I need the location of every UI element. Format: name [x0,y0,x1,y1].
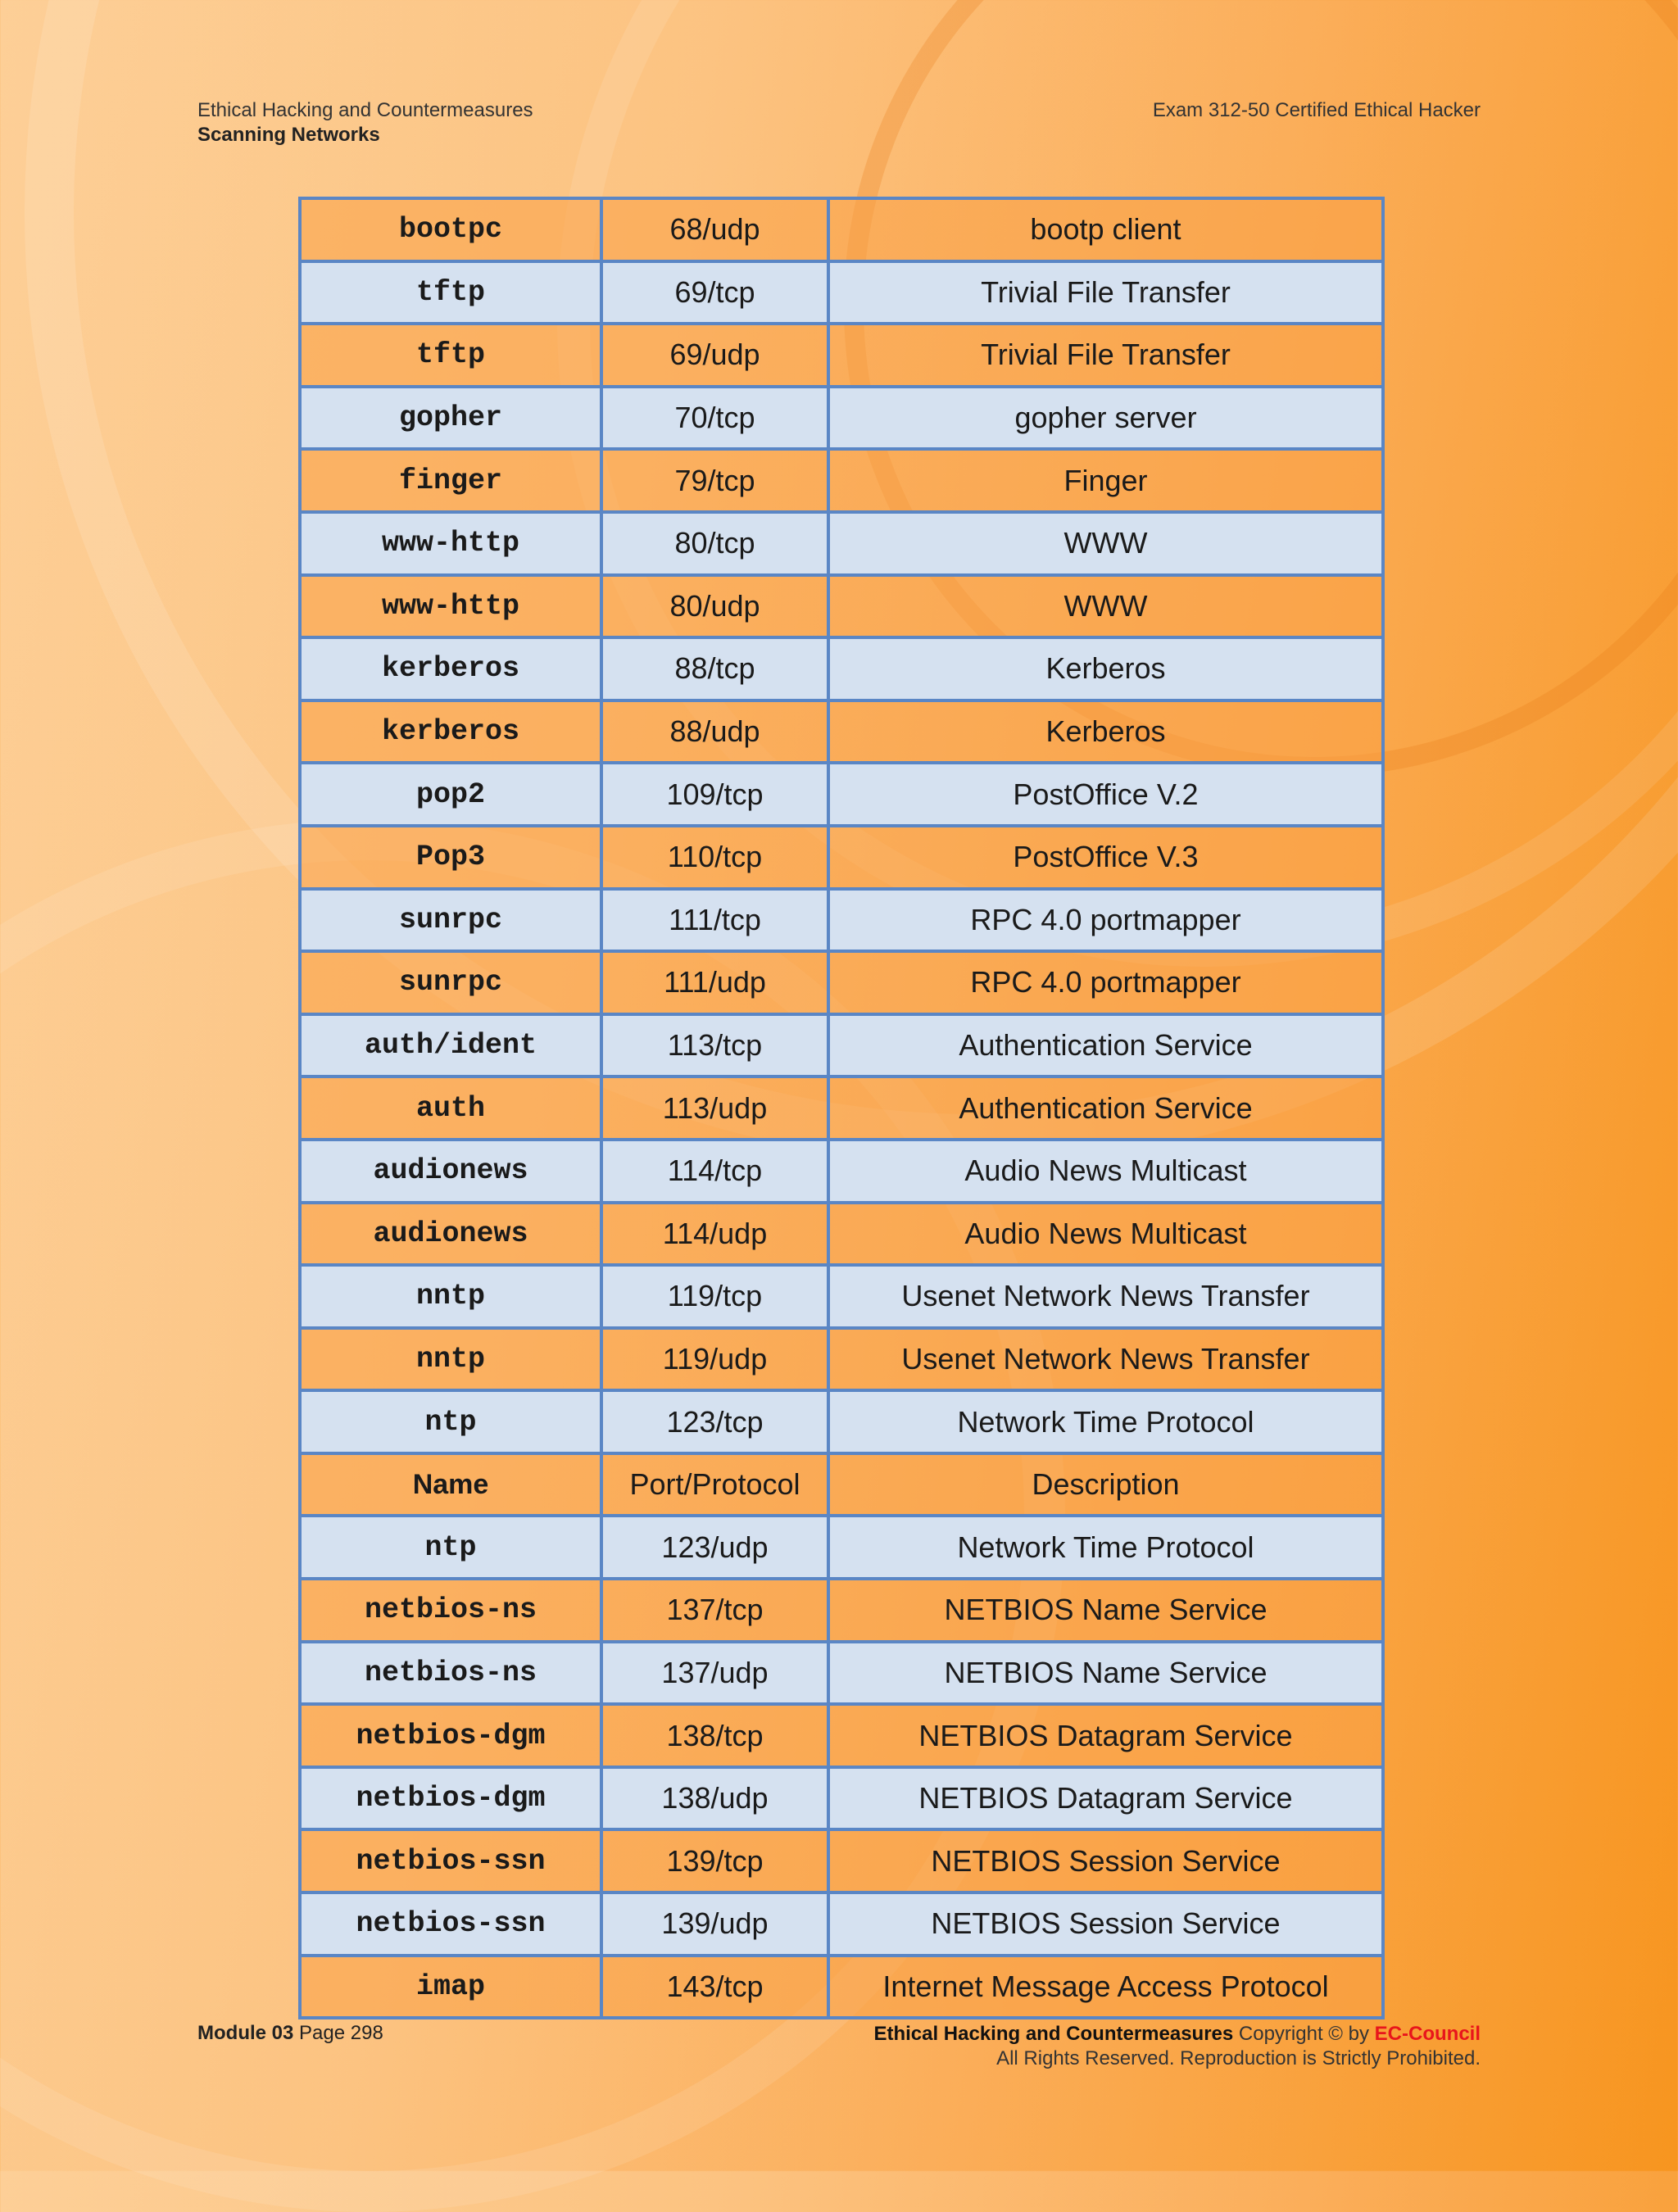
service-name-cell: tftp [300,261,601,324]
table-row [300,1014,1383,1077]
service-name-cell: bootpc [300,198,601,261]
port-protocol-cell: 109/tcp [601,763,828,826]
table-row [300,1077,1383,1140]
port-protocol-cell: 119/udp [601,1328,828,1391]
description-cell: WWW [828,575,1383,638]
page-footer-left [197,2022,383,2045]
description-cell: bootp client [828,198,1383,261]
port-protocol-cell: 137/tcp [601,1579,828,1642]
description-cell: Description [828,1453,1383,1516]
description-cell: RPC 4.0 portmapper [828,951,1383,1014]
port-protocol-cell: 80/udp [601,575,828,638]
table-row [300,889,1383,952]
service-name-cell: www-http [300,512,601,575]
port-protocol-cell: 68/udp [601,198,828,261]
port-protocol-cell: 70/tcp [601,387,828,450]
port-protocol-cell: 110/tcp [601,826,828,889]
port-protocol-cell: 111/udp [601,951,828,1014]
service-name-cell: auth/ident [300,1014,601,1077]
port-protocol-cell: 123/tcp [601,1390,828,1453]
service-name-cell: pop2 [300,763,601,826]
rights-text: All Rights Reserved. Reproduction is Strictly Prohibited. [996,2047,1481,2069]
description-cell: Authentication Service [828,1014,1383,1077]
port-table [298,197,1385,2019]
description-cell: Kerberos [828,637,1383,700]
service-name-cell: netbios-dgm [300,1704,601,1767]
table-row [300,700,1383,764]
table-row [300,951,1383,1014]
service-name-cell: auth [300,1077,601,1140]
service-name-cell: Name [300,1453,601,1516]
port-protocol-cell: 79/tcp [601,449,828,512]
table-row [300,512,1383,575]
table-row [300,1516,1383,1579]
service-name-cell: netbios-dgm [300,1767,601,1830]
description-cell: NETBIOS Session Service [828,1892,1383,1956]
port-protocol-cell: 139/udp [601,1892,828,1956]
port-protocol-cell: 69/tcp [601,261,828,324]
service-name-cell: netbios-ns [300,1579,601,1642]
table-row [300,324,1383,387]
table-row [300,1390,1383,1453]
footer-course: Ethical Hacking and Countermeasures [873,2023,1234,2045]
table-row [300,763,1383,826]
description-cell: NETBIOS Datagram Service [828,1767,1383,1830]
service-name-cell: kerberos [300,637,601,700]
service-name-cell: netbios-ssn [300,1829,601,1892]
table-row [300,1642,1383,1705]
port-protocol-cell: 88/tcp [601,637,828,700]
port-protocol-cell: 138/udp [601,1767,828,1830]
service-name-cell: imap [300,1956,601,2019]
description-cell: PostOffice V.3 [828,826,1383,889]
description-cell: RPC 4.0 portmapper [828,889,1383,952]
port-protocol-cell: 139/tcp [601,1829,828,1892]
table-row [300,1203,1383,1266]
port-protocol-cell: 119/tcp [601,1265,828,1328]
port-protocol-cell: 114/tcp [601,1140,828,1203]
table-row [300,1328,1383,1391]
description-cell: NETBIOS Name Service [828,1579,1383,1642]
service-name-cell: ntp [300,1390,601,1453]
description-cell: gopher server [828,387,1383,450]
service-name-cell: gopher [300,387,601,450]
description-cell: Audio News Multicast [828,1203,1383,1266]
description-cell: Trivial File Transfer [828,324,1383,387]
port-protocol-cell: 138/tcp [601,1704,828,1767]
table-row [300,826,1383,889]
port-protocol-cell: 88/udp [601,700,828,764]
description-cell: Usenet Network News Transfer [828,1265,1383,1328]
exam-title: Exam 312-50 Certified Ethical Hacker [1152,99,1481,121]
port-protocol-cell: 114/udp [601,1203,828,1266]
port-protocol-cell: Port/Protocol [601,1453,828,1516]
course-title: Ethical Hacking and Countermeasures [197,99,533,121]
service-name-cell: audionews [300,1140,601,1203]
table-row [300,1265,1383,1328]
table-row [300,387,1383,450]
description-cell: PostOffice V.2 [828,763,1383,826]
port-protocol-cell: 113/tcp [601,1014,828,1077]
port-protocol-cell: 143/tcp [601,1956,828,2019]
table-row [300,1829,1383,1892]
table-row [300,637,1383,700]
service-name-cell: nntp [300,1328,601,1391]
description-cell: Audio News Multicast [828,1140,1383,1203]
port-protocol-cell: 69/udp [601,324,828,387]
description-cell: Authentication Service [828,1077,1383,1140]
port-protocol-cell: 123/udp [601,1516,828,1579]
port-table-body [300,198,1383,2018]
service-name-cell: netbios-ns [300,1642,601,1705]
description-cell: Internet Message Access Protocol [828,1956,1383,2019]
description-cell: Network Time Protocol [828,1390,1383,1453]
description-cell: Network Time Protocol [828,1516,1383,1579]
table-row [300,1579,1383,1642]
table-row [300,261,1383,324]
table-header-row [300,1453,1383,1516]
table-row [300,1892,1383,1956]
service-name-cell: ntp [300,1516,601,1579]
service-name-cell: nntp [300,1265,601,1328]
service-name-cell: www-http [300,575,601,638]
service-name-cell: sunrpc [300,951,601,1014]
module-title: Scanning Networks [197,124,380,146]
port-protocol-cell: 137/udp [601,1642,828,1705]
copyright-text: Copyright © by [1238,2023,1369,2045]
table-row [300,1140,1383,1203]
description-cell: NETBIOS Name Service [828,1642,1383,1705]
table-row [300,1704,1383,1767]
description-cell: Usenet Network News Transfer [828,1328,1383,1391]
description-cell: Finger [828,449,1383,512]
table-row [300,1767,1383,1830]
page-footer-right [873,2022,1481,2071]
service-name-cell: tftp [300,324,601,387]
table-row [300,1956,1383,2019]
page-number: Page 298 [299,2022,383,2044]
ec-council-logo: EC-Council [1374,2023,1481,2045]
table-row [300,575,1383,638]
port-protocol-cell: 80/tcp [601,512,828,575]
module-number: Module 03 [197,2022,294,2044]
page-header-left [197,98,533,147]
service-name-cell: sunrpc [300,889,601,952]
service-name-cell: netbios-ssn [300,1892,601,1956]
service-name-cell: finger [300,449,601,512]
description-cell: Kerberos [828,700,1383,764]
description-cell: Trivial File Transfer [828,261,1383,324]
description-cell: WWW [828,512,1383,575]
service-name-cell: kerberos [300,700,601,764]
service-name-cell: Pop3 [300,826,601,889]
description-cell: NETBIOS Session Service [828,1829,1383,1892]
description-cell: NETBIOS Datagram Service [828,1704,1383,1767]
table-row [300,198,1383,261]
port-protocol-cell: 111/tcp [601,889,828,952]
service-name-cell: audionews [300,1203,601,1266]
table-row [300,449,1383,512]
port-protocol-cell: 113/udp [601,1077,828,1140]
